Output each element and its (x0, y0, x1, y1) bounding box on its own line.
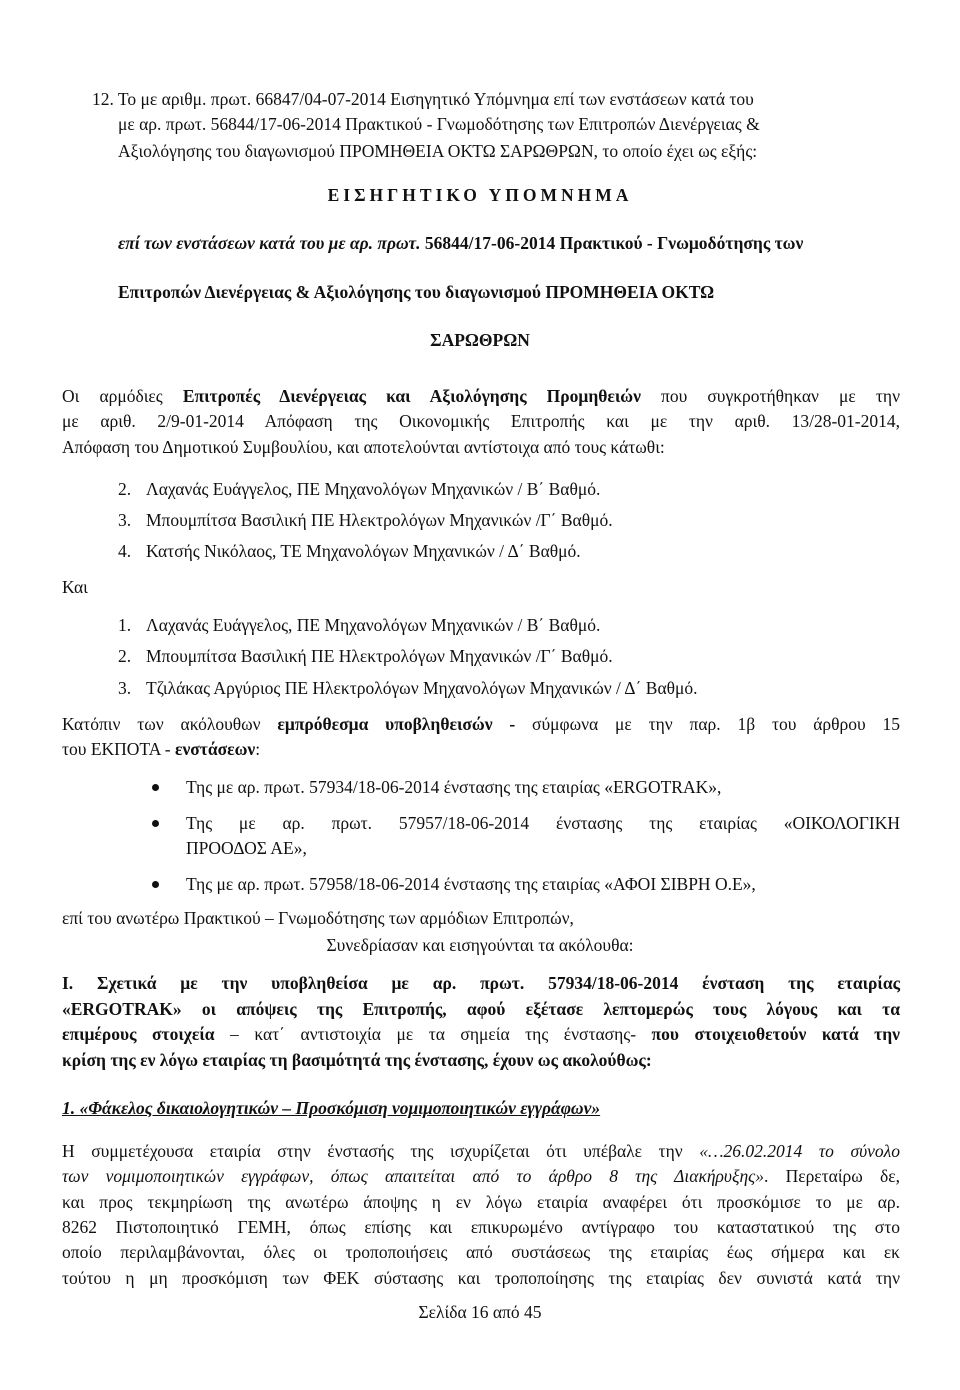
memo-subtitle-line-3: ΣΑΡΩΘΡΩΝ (430, 330, 530, 350)
committee-line-1 (62, 385, 900, 407)
section1-para-line-2 (62, 1165, 900, 1187)
submissions-colon: : (255, 739, 261, 759)
section1-para-line-1 (62, 1140, 900, 1162)
section1-line-2: «ERGOTRAK» οι απόψεις της Επιτροπής, αφού εξέτασε λεπτομερώς τους λόγους και τα (62, 999, 900, 1019)
list-item-num: 3. (118, 678, 132, 698)
objection-item: Της με αρ. πρωτ. 57934/18-06-2014 ένστασης της εταιρίας «ERGOTRAK», (186, 777, 722, 797)
bullet-icon (152, 784, 159, 791)
para-quote: «…26.02.2014 το σύνολο (699, 1141, 900, 1161)
intro-line-3: Αξιολόγησης του διαγωνισμού ΠΡΟΜΗΘΕΙΑ ΟΚΤΩ ΣΑΡΩΘΡΩΝ, το οποίο έχει ως εξής: (118, 141, 758, 161)
section1-text: – κατ΄ αντιστοιχία με τα σημεία της ένστασης- (214, 1024, 652, 1044)
section1-line-3 (62, 1023, 900, 1045)
intro-line-2: με αρ. πρωτ. 56844/17-06-2014 Πρακτικού - Γνωμοδότησης των Επιτροπών Διενέργειας & (118, 114, 760, 134)
submissions-bold: εμπρόθεσμα υποβληθεισών - (277, 714, 516, 734)
section1-para-line-3: και προς τεκμηρίωση της ανωτέρω άποψης η εν λόγω εταιρία αναφέρει ότι προσκόμισε το με αρ. (62, 1192, 900, 1212)
committee-text: Οι αρμόδιες (62, 386, 183, 406)
para-text: . Περεταίρω δε, (763, 1166, 900, 1186)
submissions-line-2 (62, 738, 260, 760)
list-item-num: 1. (118, 615, 132, 635)
submissions-line-1 (62, 713, 900, 735)
submissions-text: Κατόπιν των ακόλουθων (62, 714, 278, 734)
submissions-text-end: σύμφωνα με την παρ. 1β του άρθρου 15 (515, 714, 900, 734)
section1-bold: επιμέρους στοιχεία (62, 1024, 215, 1044)
committee-text-end: που συγκροτήθηκαν με την (640, 386, 900, 406)
memo-title: ΕΙΣΗΓΗΤΙΚΟ ΥΠΟΜΝΗΜΑ (327, 185, 633, 205)
memo-subtitle-italic: επί των ενστάσεων κατά του με αρ. πρωτ. (118, 233, 421, 253)
after-bullets-text: επί του ανωτέρω Πρακτικού – Γνωμοδότησης των αρμόδιων Επιτροπών, (62, 908, 574, 928)
intro-line-1: 12. Το με αριθμ. πρωτ. 66847/04-07-2014 Εισηγητικό Υπόμνημα επί των ενστάσεων κατά του (92, 89, 754, 109)
section1-bold-end: που στοιχειοθετούν κατά την (651, 1024, 901, 1044)
list-item-text: Λαχανάς Ευάγγελος, ΠΕ Μηχανολόγων Μηχανικών / Β΄ Βαθμό. (146, 479, 601, 499)
committee-line-3: Απόφαση του Δημοτικού Συμβουλίου, και αποτελούνται αντίστοιχα από τους κάτωθι: (62, 437, 665, 457)
objection-item-cont: ΠΡΟΟΔΟΣ ΑΕ», (186, 838, 307, 858)
objection-item: Της με αρ. πρωτ. 57958/18-06-2014 ένστασης της εταιρίας «ΑΦΟΙ ΣΙΒΡΗ Ο.Ε», (186, 874, 756, 894)
submissions-text: του ΕΚΠΟΤΑ - (62, 739, 175, 759)
memo-subtitle-bold: 56844/17-06-2014 Πρακτικού - Γνωμοδότησης των (420, 233, 804, 253)
and-label: Και (62, 577, 88, 597)
list-item-text: Κατσής Νικόλαος, ΤΕ Μηχανολόγων Μηχανικών / Δ΄ Βαθμό. (146, 541, 581, 561)
para-text: Η συμμετέχουσα εταιρία στην ένστασής της ισχυρίζεται ότι υπέβαλε την (62, 1141, 700, 1161)
para-quote: των νομιμοποιητικών εγγράφων, όπως απαιτείται από το άρθρο 8 της Διακήρυξης» (62, 1166, 764, 1186)
committee-name: Επιτροπές Διενέργειας και Αξιολόγησης Προμηθειών (182, 386, 641, 406)
list-item-num: 4. (118, 541, 132, 561)
list-item-text: Λαχανάς Ευάγγελος, ΠΕ Μηχανολόγων Μηχανικών / Β΄ Βαθμό. (146, 615, 601, 635)
list-item-text: Μπουμπίτσα Βασιλική ΠΕ Ηλεκτρολόγων Μηχανικών /Γ΄ Βαθμό. (146, 510, 613, 530)
section1-para-line-6: τούτου η μη προσκόμιση των ΦΕΚ σύστασης και τροποποίησης της εταιρίας δεν συνιστά κατά την (62, 1268, 900, 1288)
section1-line-4: κρίση της εν λόγω εταιρίας τη βασιμότητά της ένστασης, έχουν ως ακολούθως: (62, 1050, 652, 1070)
list-item-num: 2. (118, 646, 132, 666)
convened-text: Συνεδρίασαν και εισηγούνται τα ακόλουθα: (326, 935, 634, 955)
section1-para-line-5: οποίο περιλαμβάνονται, όλες οι τροποποιήσεις από συστάσεως της εταιρίας έως σήμερα και εκ (62, 1242, 900, 1262)
committee-line-2: με αριθ. 2/9-01-2014 Απόφαση της Οικονομικής Επιτροπής και με την αριθ. 13/28-01-2014, (62, 411, 900, 431)
list-item-num: 2. (118, 479, 132, 499)
bullet-icon (152, 881, 159, 888)
memo-subtitle-line-2: Επιτροπών Διενέργειας & Αξιολόγησης του διαγωνισμού ΠΡΟΜΗΘΕΙΑ ΟΚΤΩ (118, 282, 715, 302)
bullet-icon (152, 820, 159, 827)
memo-subtitle-line-1 (118, 232, 803, 254)
page-number: Σελίδα 16 από 45 (418, 1302, 542, 1322)
list-item-text: Μπουμπίτσα Βασιλική ΠΕ Ηλεκτρολόγων Μηχανικών /Γ΄ Βαθμό. (146, 646, 613, 666)
section1-para-line-4: 8262 Πιστοποιητικό ΓΕΜΗ, όπως επίσης και επικυρωμένο αντίγραφο του καταστατικού της στο (62, 1217, 900, 1237)
submissions-bold: ενστάσεων (174, 739, 256, 759)
list-item-num: 3. (118, 510, 132, 530)
section1-subtitle: 1. «Φάκελος δικαιολογητικών – Προσκόμιση νομιμοποιητικών εγγράφων» (62, 1098, 601, 1118)
objection-item: Της με αρ. πρωτ. 57957/18-06-2014 ένστασης της εταιρίας «ΟΙΚΟΛΟΓΙΚΗ (186, 813, 900, 833)
list-item-text: Τζιλάκας Αργύριος ΠΕ Ηλεκτρολόγων Μηχανολόγων Μηχανικών / Δ΄ Βαθμό. (146, 678, 698, 698)
section1-line-1: Ι. Σχετικά με την υποβληθείσα με αρ. πρωτ. 57934/18-06-2014 ένσταση της εταιρίας (62, 973, 900, 993)
